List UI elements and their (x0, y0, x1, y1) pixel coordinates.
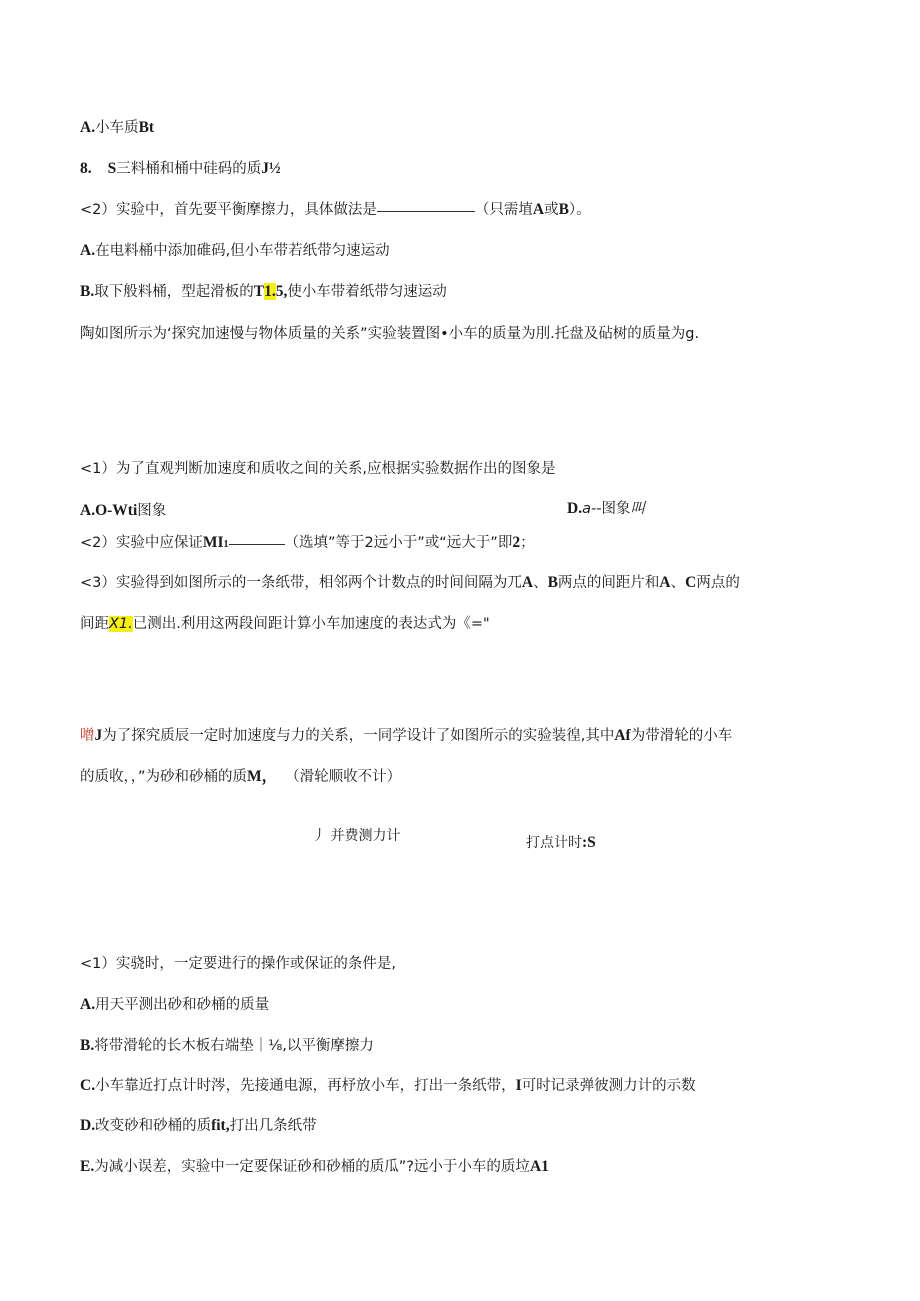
bold-text: M， (247, 768, 278, 785)
option-letter: D. (80, 1117, 96, 1134)
question-text-4: ）。 (568, 202, 591, 218)
option-text: 小车靠近打点计时涔，先接通电源，再杼放小车，打出一条纸带， (95, 1078, 516, 1094)
option-a-graph (80, 501, 166, 521)
option-e-reduce-error (80, 1157, 549, 1177)
option-a-add-weights (80, 241, 390, 261)
option-text: 在电料桶中添加碓码,但小车带若纸带匀速运动 (95, 243, 390, 259)
subscript: 1 (223, 539, 229, 550)
question-text: <2）实验中应保证 (80, 535, 203, 551)
bold-text: Af (614, 727, 631, 744)
option-text-bold: Bt (138, 119, 155, 136)
figure-label-text: 打点计时 (526, 835, 582, 851)
answer-blank (377, 210, 475, 212)
option-text-bold: J½ (261, 160, 281, 177)
bold-letter: J (94, 727, 103, 744)
option-text: 用天平测出砂和砂桶的质量 (95, 997, 270, 1013)
option-symbol: 叫 (630, 501, 645, 517)
option-letter: S (107, 160, 117, 177)
option-letter: B. (80, 283, 95, 300)
problem-text: 的质收，，”为砂和砂桶的质 (80, 769, 248, 785)
bold-letter: B (547, 574, 558, 591)
option-d-graph (567, 499, 645, 519)
question-3-line-2 (80, 614, 490, 634)
option-text: 取下般料桶，型起滑板的 (94, 284, 254, 300)
figure-label-bold: :S (582, 834, 596, 851)
option-text: 将带滑轮的长木板右端垫｜⅛,以平衡摩擦力 (94, 1038, 374, 1054)
problem-text: 为了探究质辰一定时加速度与力的关系，一同学设计了如图所示的实验装徨,其中 (102, 728, 615, 744)
option-text: 图象 (601, 501, 631, 517)
question-text-2: 两点的间距片和 (557, 575, 660, 591)
question-text: <3）实验得到如图所示的一条纸带，相邻两个计数点的时间间隔为兀 (80, 575, 522, 591)
option-d-change-mass (80, 1116, 317, 1136)
figure-label-text: ⼃ 并费测力计 (312, 828, 401, 844)
bold-letter: I (515, 1077, 522, 1094)
option-text: 改变砂和砂桶的质 (95, 1118, 212, 1134)
bold-letter: A (532, 201, 545, 218)
option-b-remove-bucket (80, 282, 447, 302)
option-text-2: 打出几条纸带 (229, 1118, 317, 1134)
bold-text: 2 (512, 534, 521, 551)
bold-letter: C (685, 574, 697, 591)
question-1-conditions (80, 954, 396, 974)
problem-text-2: （滑轮顺收不计） (285, 769, 402, 785)
bold-letter: T (253, 283, 265, 300)
question-text-2: （选填”等于2远小于”或“远大于”即 (284, 535, 513, 551)
highlighted-text: X1. (109, 616, 133, 632)
question-text: 间距 (80, 616, 109, 632)
option-letter: C. (80, 1077, 96, 1094)
question-2-mass-condition (80, 533, 535, 555)
option-number: 8. (80, 160, 92, 177)
bold-text: MI (202, 534, 224, 551)
punctuation: 、 (533, 575, 548, 591)
problem-marker: 噌 (80, 728, 95, 744)
question-text-2: （只需埴 (474, 202, 533, 218)
option-text: 图象 (137, 503, 167, 519)
question-text: <1）实骁时，一定要进行的操作或保证的条件是, (80, 956, 396, 972)
option-text: 小车质 (95, 120, 139, 136)
option-text-2: 可时记录弹彼测力计的示数 (521, 1078, 696, 1094)
option-text-bold: A.O-Wti (80, 502, 138, 519)
option-text-2: 使小车带着纸带匀速运动 (287, 284, 447, 300)
question-text: <1）为了直观判断加速度和质收之间的关系,应根据实验数据作出的图象是 (80, 461, 556, 477)
question-text: <2）实验中，首先要平衡摩擦力，具体做法是 (80, 202, 377, 218)
bold-letter: B (558, 201, 569, 218)
option-a-weigh-sand (80, 995, 269, 1015)
option-b-bucket-mass (80, 159, 281, 179)
option-letter: D. (567, 500, 583, 517)
option-letter: A. (80, 119, 96, 136)
question-2-balance-friction (80, 200, 591, 220)
question-text-2: 已测出.利用这两段间距计算小车加速度的表达式为《=" (132, 616, 490, 632)
question-3-line-1 (80, 573, 740, 593)
option-text: 三料桶和桶中硅码的质 (116, 161, 262, 177)
question-text-3: 或 (544, 202, 559, 218)
problem-text: 陶如图所示为‘探究加速慢与物体质量的关系”实验装置图•小车的质量为刖.托盘及砧树的质量为g. (80, 326, 700, 342)
answer-blank (229, 543, 285, 545)
bold-text: 5, (275, 283, 288, 300)
option-letter: A. (80, 996, 96, 1013)
bold-text: A1 (529, 1158, 549, 1175)
problem-2-intro-line-1 (80, 726, 732, 746)
option-letter: E. (80, 1158, 95, 1175)
punctuation: 、 (670, 575, 686, 591)
bold-text: fit, (211, 1117, 230, 1134)
problem-intro (80, 324, 699, 344)
punctuation: ； (520, 535, 535, 551)
bold-letter: A (521, 574, 534, 591)
figure-label-timer (526, 833, 596, 853)
question-text-3: 两点的 (696, 575, 740, 591)
option-formula: a-- (582, 501, 602, 517)
option-b-raise-board (80, 1036, 374, 1056)
bold-letter: A (659, 574, 671, 591)
option-a-cart-mass (80, 118, 154, 138)
figure-label-spring-scale (312, 826, 400, 846)
problem-text-2: 为带滑轮的小车 (630, 728, 733, 744)
question-1-graph (80, 459, 555, 479)
option-c-start-timer (80, 1076, 696, 1096)
highlighted-text: 1. (264, 283, 276, 300)
option-letter: B. (80, 1037, 95, 1054)
option-letter: A. (80, 242, 96, 259)
option-text: 为减小误差，实验中一定要保证砂和砂桶的质瓜”?远小于小车的质垃 (94, 1159, 530, 1175)
problem-2-intro-line-2 (80, 767, 401, 787)
